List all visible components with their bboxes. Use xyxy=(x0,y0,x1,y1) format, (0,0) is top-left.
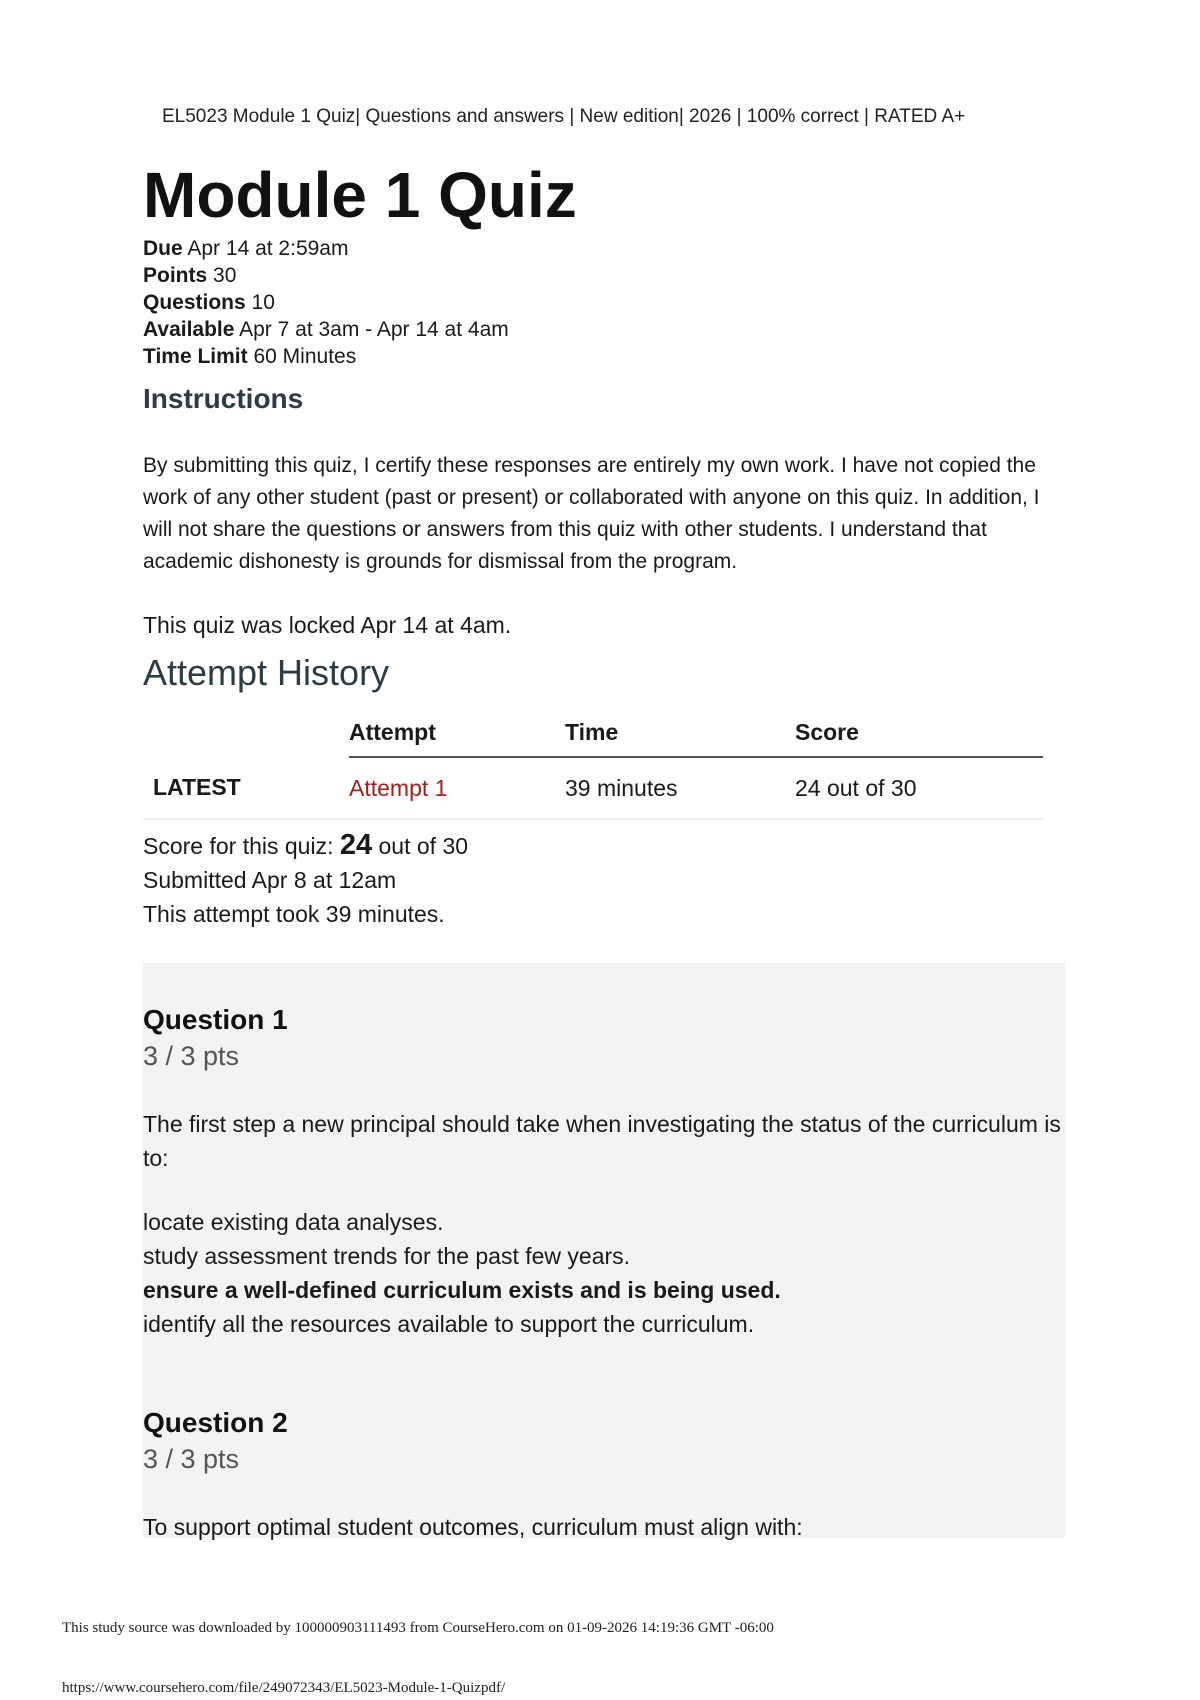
questions-panel xyxy=(143,963,1065,1538)
meta-value: 60 Minutes xyxy=(253,345,357,368)
score-suffix: out of 30 xyxy=(372,833,469,859)
table-header-blank xyxy=(143,708,349,757)
time-cell: 39 minutes xyxy=(565,757,795,819)
meta-available xyxy=(143,316,1063,343)
meta-points xyxy=(143,262,1063,289)
page-title: Module 1 Quiz xyxy=(143,159,577,231)
submitted-line: Submitted Apr 8 at 12am xyxy=(143,867,397,893)
meta-questions xyxy=(143,289,1063,316)
score-summary xyxy=(143,828,1063,931)
attempt-history-heading: Attempt History xyxy=(143,652,390,693)
meta-value: Apr 7 at 3am - Apr 14 at 4am xyxy=(239,318,509,341)
column-header-time: Time xyxy=(565,708,795,757)
score-value: 24 xyxy=(339,829,373,861)
meta-value: Apr 14 at 2:59am xyxy=(187,237,349,260)
attempt-cell xyxy=(349,757,565,819)
document-header: EL5023 Module 1 Quiz| Questions and answers | New edition| 2026 | 100% correct | RATED A+ xyxy=(162,106,966,127)
source-url: https://www.coursehero.com/file/249072343/EL5023-Module-1-Quizpdf/ xyxy=(62,1680,506,1696)
attempt-history-table xyxy=(143,708,1043,820)
meta-label: Time Limit xyxy=(143,345,248,368)
instructions-heading: Instructions xyxy=(143,383,304,414)
duration-line: This attempt took 39 minutes. xyxy=(143,901,445,927)
quiz-meta xyxy=(143,235,1063,370)
answer-option: study assessment trends for the past few years. xyxy=(143,1243,631,1269)
question-points: 3 / 3 pts xyxy=(143,1444,240,1474)
question-1 xyxy=(143,1003,1065,1341)
answer-option: identify all the resources available to support the curriculum. xyxy=(143,1311,755,1337)
column-header-score: Score xyxy=(795,708,1043,757)
quiz-content xyxy=(143,155,1063,931)
locked-notice: This quiz was locked Apr 14 at 4am. xyxy=(143,612,512,638)
question-2 xyxy=(143,1406,1065,1544)
question-text: To support optimal student outcomes, curriculum must align with: xyxy=(143,1514,803,1540)
meta-time-limit xyxy=(143,343,1063,370)
download-source-note: This study source was downloaded by 100000903111493 from CourseHero.com on 01-09-2026 14:19:36 GMT -06:00 xyxy=(62,1620,774,1636)
meta-label: Questions xyxy=(143,291,246,314)
score-prefix: Score for this quiz: xyxy=(143,833,340,859)
attempt-link[interactable]: Attempt 1 xyxy=(349,774,448,801)
latest-label: LATEST xyxy=(143,757,349,819)
table-row xyxy=(143,757,1043,819)
score-cell: 24 out of 30 xyxy=(795,757,1043,819)
quiz-score-line xyxy=(143,828,1063,863)
answer-option: locate existing data analyses. xyxy=(143,1209,444,1235)
meta-label: Due xyxy=(143,237,183,260)
meta-label: Points xyxy=(143,264,208,287)
column-header-attempt: Attempt xyxy=(349,708,565,757)
answer-list xyxy=(143,1205,1065,1341)
meta-value: 30 xyxy=(213,264,237,287)
question-title: Question 2 xyxy=(143,1407,288,1438)
instructions-text: By submitting this quiz, I certify these responses are entirely my own work. I have not copied the work of any other student (past or present) or collaborated with anyone on this quiz. In addition, I will not share the questions or answers from this quiz with other students. I understand that academic dishonesty is grounds for dismissal from the program. xyxy=(143,454,1040,573)
meta-value: 10 xyxy=(251,291,275,314)
question-text: The first step a new principal should take when investigating the status of the curriculum is to: xyxy=(143,1111,1061,1171)
meta-due xyxy=(143,235,1063,262)
question-title: Question 1 xyxy=(143,1004,288,1035)
table-header-row xyxy=(143,708,1043,757)
question-points: 3 / 3 pts xyxy=(143,1041,240,1071)
meta-label: Available xyxy=(143,318,235,341)
answer-option-correct: ensure a well-defined curriculum exists and is being used. xyxy=(143,1277,781,1303)
